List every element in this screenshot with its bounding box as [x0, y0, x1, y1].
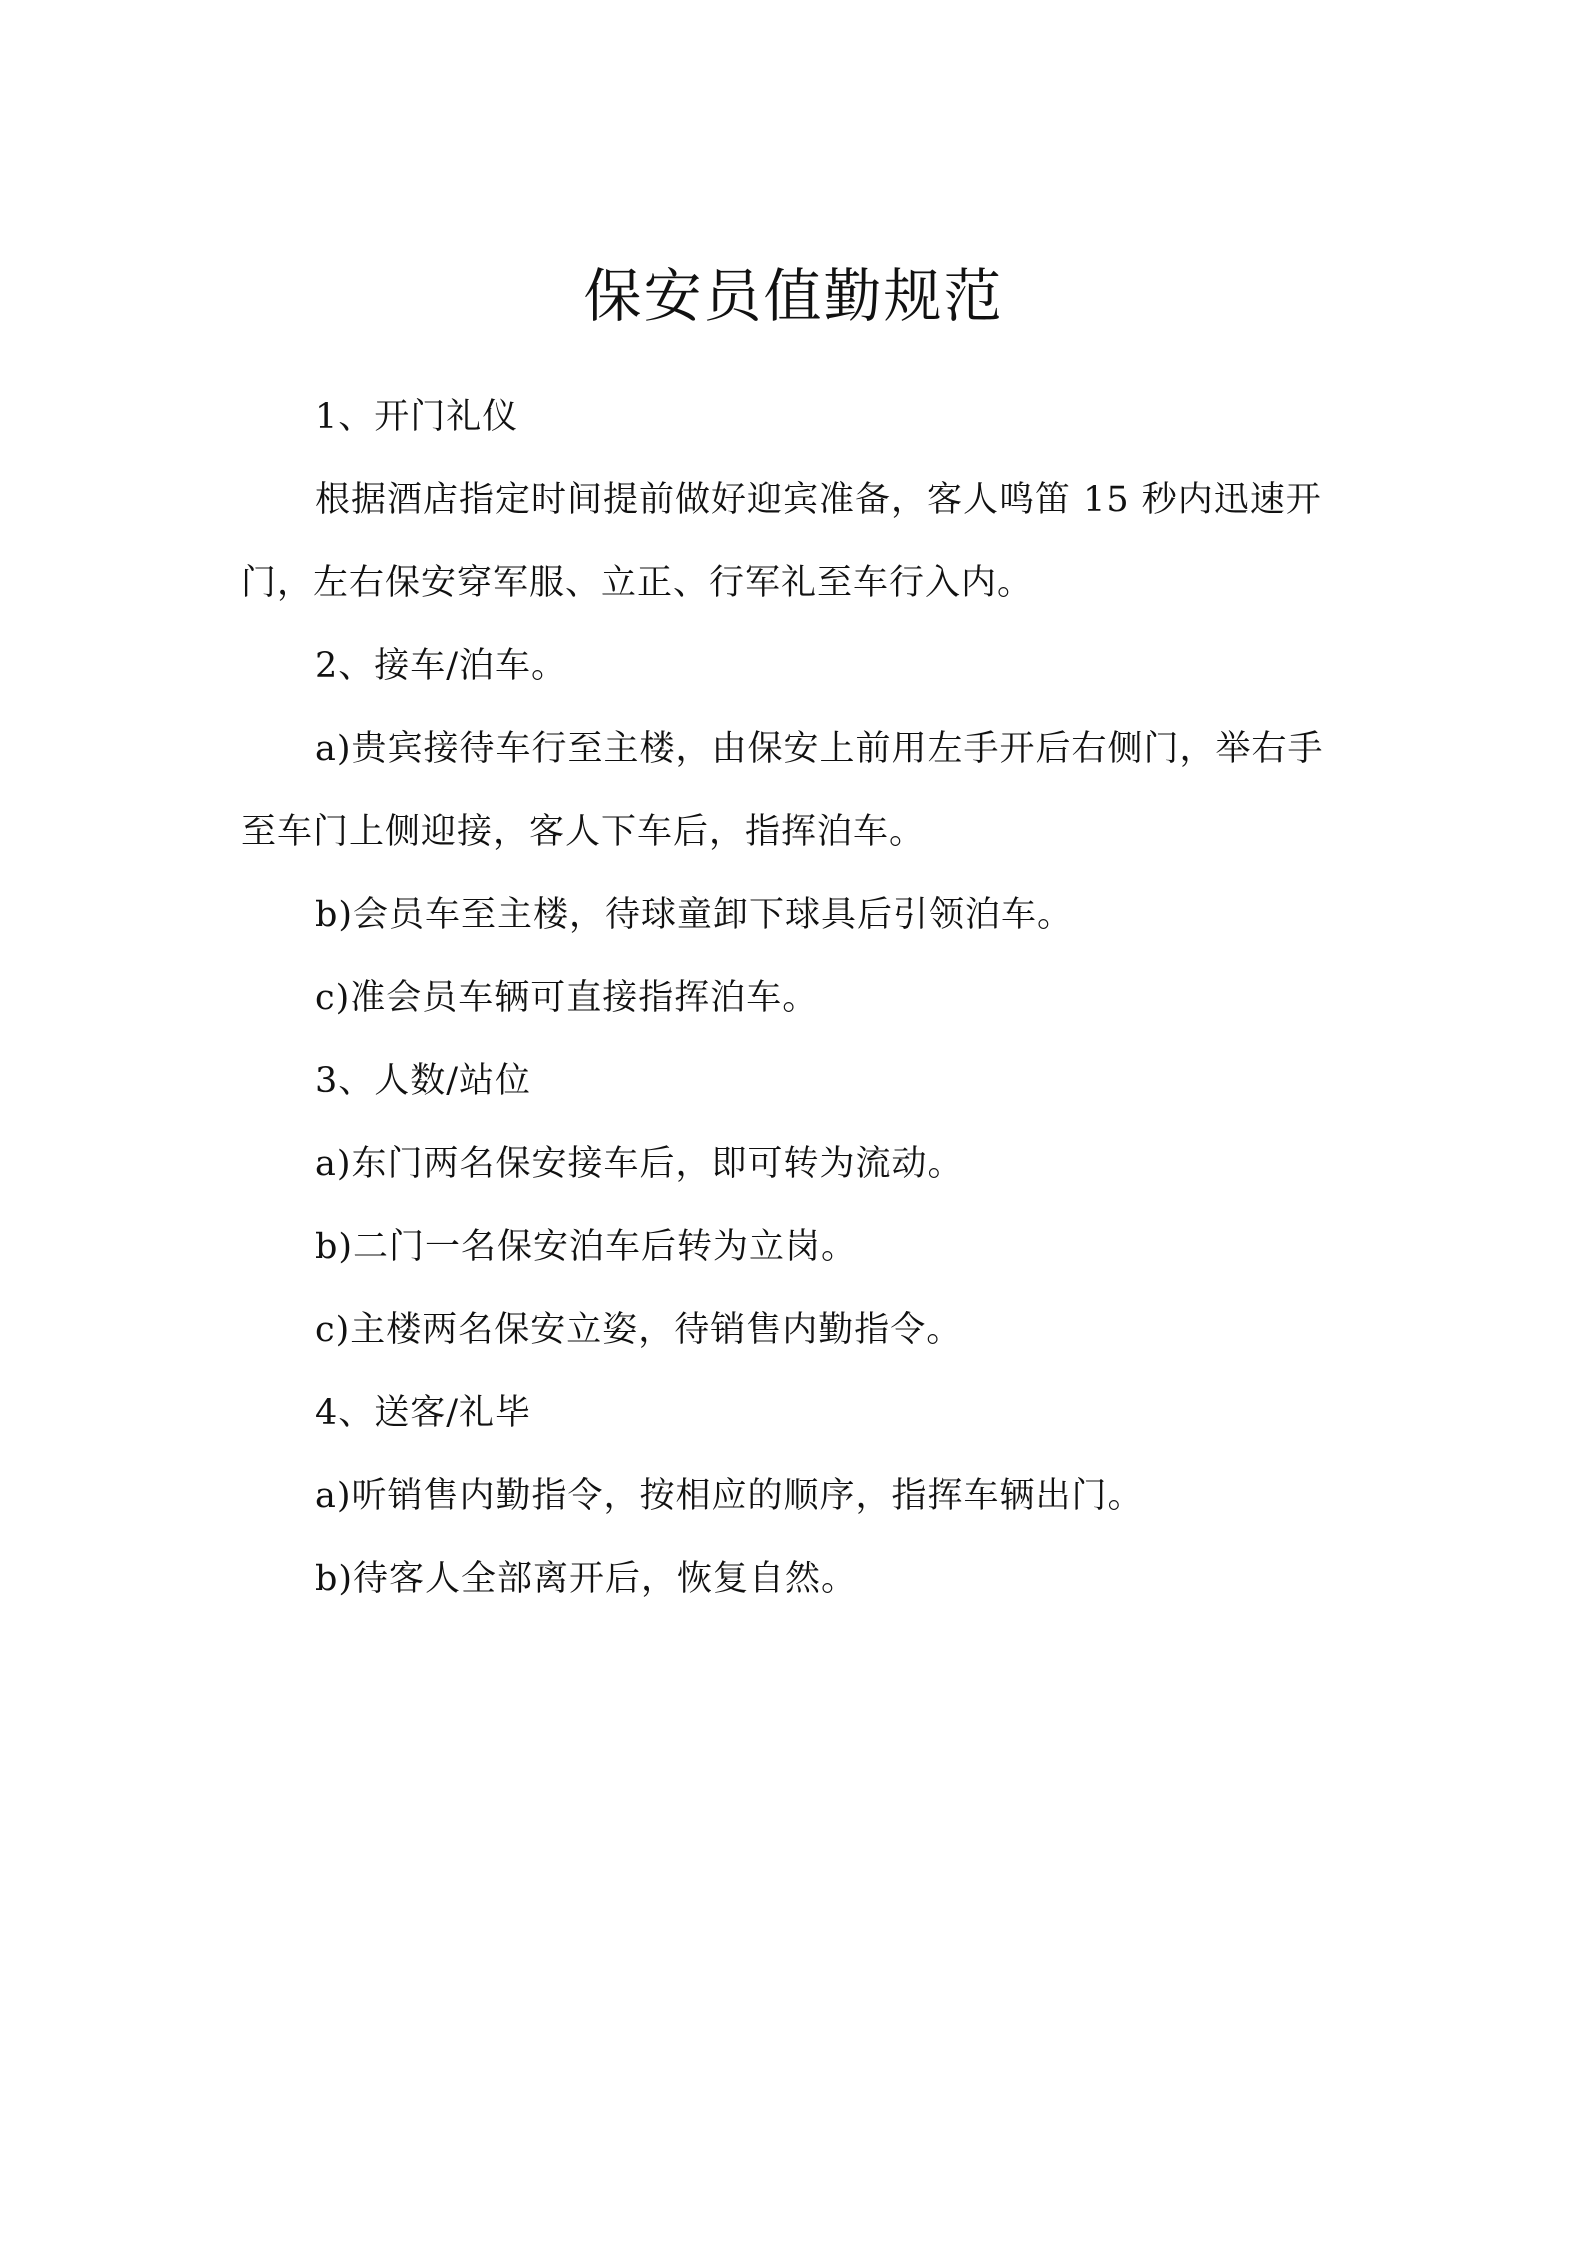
paragraph-opening-procedure: 根据酒店指定时间提前做好迎宾准备，客人鸣笛 15 秒内迅速开门，左右保安穿军服、立正、行军礼至车行入内。: [241, 480, 1322, 603]
list-item-member-vehicle: b)会员车至主楼，待球童卸下球具后引领泊车。: [315, 895, 1074, 935]
list-item-return-normal: b)待客人全部离开后，恢复自然。: [315, 1559, 858, 1599]
list-item-vip-reception: a)贵宾接待车行至主楼，由保安上前用左手开后右侧门，举右手至车门上侧迎接，客人下车后，指挥泊车。: [241, 729, 1324, 852]
section-heading-opening-etiquette: 1、开门礼仪: [315, 397, 519, 437]
document-body: [241, 376, 1351, 1621]
section-heading-seeing-off: 4、送客/礼毕: [315, 1393, 532, 1433]
list-item-associate-member-vehicle: c)准会员车辆可直接指挥泊车。: [315, 978, 819, 1018]
list-item-exit-direction: a)听销售内勤指令，按相应的顺序，指挥车辆出门。: [315, 1476, 1144, 1516]
section-heading-vehicle-reception: 2、接车/泊车。: [315, 646, 568, 686]
document-title: 保安员值勤规范: [583, 262, 1004, 330]
list-item-second-gate: b)二门一名保安泊车后转为立岗。: [315, 1227, 858, 1267]
section-heading-staff-positions: 3、人数/站位: [315, 1061, 532, 1101]
list-item-main-building: c)主楼两名保安立姿，待销售内勤指令。: [315, 1310, 963, 1350]
list-item-east-gate: a)东门两名保安接车后，即可转为流动。: [315, 1144, 964, 1184]
